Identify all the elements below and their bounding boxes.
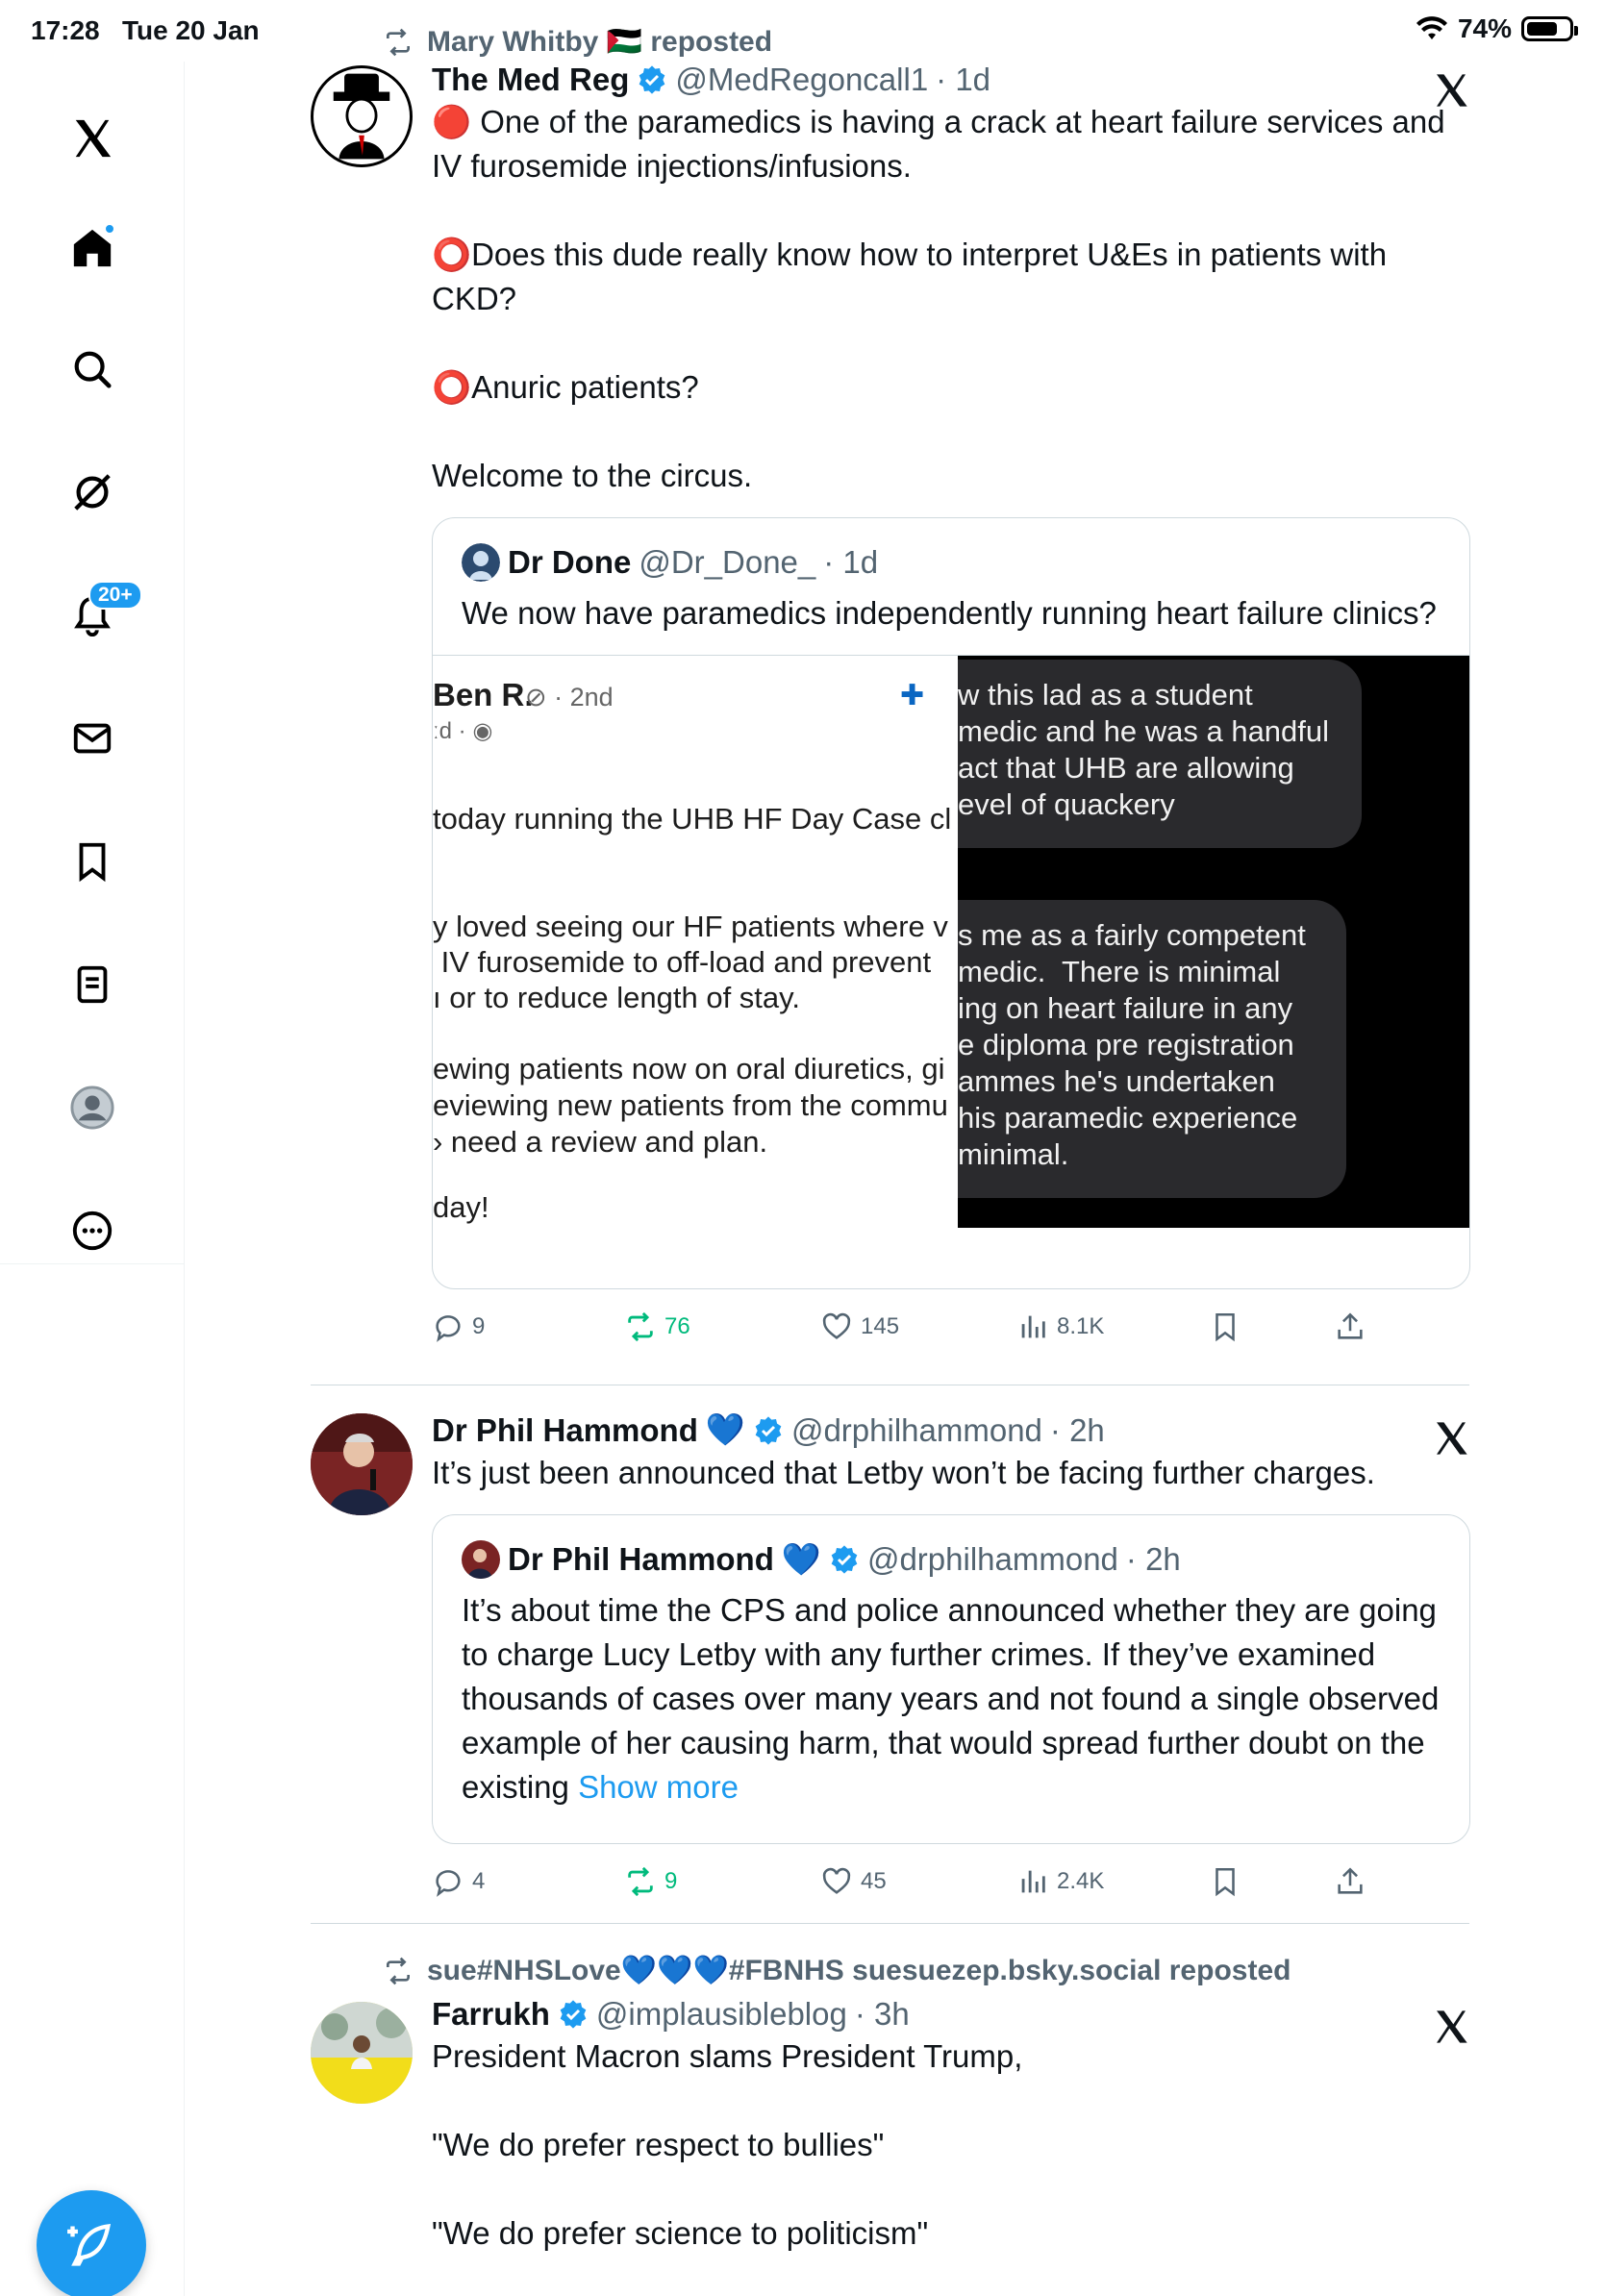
compose-icon [66,2220,116,2270]
bookmark-icon [1209,1310,1241,1343]
lists-icon [70,962,114,1007]
quote-text: We now have paramedics independently running heart failure clinics? [462,595,1437,631]
battery-percent: 74% [1457,13,1512,43]
tweet-header [432,1411,1470,1449]
quote-avatar [462,543,500,582]
author-name[interactable]: Dr Phil Hammond [432,1411,698,1448]
wifi-icon [1416,16,1448,41]
bookmark-button[interactable] [1209,1865,1334,1898]
sidebar-item-messages[interactable] [63,710,121,767]
tweet[interactable] [311,1411,1469,1921]
tweet-time: · 2h [1049,1411,1105,1448]
x-logo-icon[interactable] [1432,71,1470,110]
sidebar-item-lists[interactable] [63,956,121,1013]
x-logo-icon[interactable] [63,110,121,167]
sidebar-item-bookmarks[interactable] [63,833,121,890]
author-handle[interactable]: @implausibleblog [595,1996,847,2032]
avatar[interactable] [311,2002,413,2104]
x-logo-icon[interactable] [1432,1419,1470,1458]
bookmark-icon [70,839,114,884]
reply-button[interactable]: 4 [432,1865,624,1898]
share-icon [1334,1865,1366,1898]
quoted-tweet[interactable] [432,1514,1470,1844]
repost-indicator[interactable]: Mary Whitby 🇵🇸 reposted [383,25,772,59]
tweet[interactable] [311,1996,1469,2296]
quote-author-name: Dr Done [508,544,632,580]
author-name[interactable]: Farrukh [432,1996,550,2032]
share-button[interactable] [1334,1865,1366,1898]
heart-icon [820,1865,853,1898]
tweet-time: · 1d [936,62,991,97]
sidebar-nav [0,62,185,2296]
verified-badge-icon [558,1999,589,2030]
views-icon [1016,1865,1049,1898]
home-notification-dot [104,223,115,235]
tweet-actions [432,1858,1470,1906]
search-icon [70,347,114,391]
sidebar-item-profile[interactable] [63,1079,121,1136]
quote-author-handle: @Dr_Done_ [639,544,816,580]
grok-icon [70,470,114,514]
quote-time: · 2h [1125,1541,1181,1577]
tweet-header [432,1996,1470,2033]
avatar[interactable] [311,1413,413,1515]
tweet-time: · 3h [854,1996,910,2032]
compose-button[interactable] [37,2190,146,2296]
name-emoji: 💙 [705,1411,745,1447]
repost-indicator[interactable]: sue#NHSLove💙💙💙#FBNHS suesuezep.bsky.social reposted [383,1954,1291,1987]
heart-icon [820,1310,853,1343]
message-screenshot: w this lad as a student medic and he was a handful act that UHB are allowing evel of quackery s me as a fairly competent medic. There is minimal ing on heart failure in any e diploma pre registration ammes he's undertaken his paramedic experience minimal. [958,656,1469,1228]
sidebar-item-search[interactable] [63,340,121,398]
status-time: 17:28 Tue 20 Jan [31,15,260,45]
share-icon [1334,1310,1366,1343]
tweet-text: It’s just been announced that Letby won’t be facing further charges. [432,1455,1375,1490]
repost-icon [383,1956,414,1986]
quote-text: It’s about time the CPS and police announced whether they are going to charge Lucy Letby with any further crimes. If they’ve examined thousands of cases over many years and not found a single observed example of her causing harm, that would spread further doubt on the existing Show more [462,1592,1448,1805]
battery-icon [1521,16,1573,41]
name-emoji: 💙 [781,1540,821,1577]
sidebar-item-more[interactable] [63,1202,121,1260]
quoted-tweet[interactable] [432,517,1470,1289]
tweet-text: President Macron slams President Trump, "We do prefer respect to bullies" "We do prefer science to politicism" [432,2038,1023,2251]
sidebar-item-grok[interactable] [63,463,121,521]
tweet-header [432,62,1470,98]
reply-icon [432,1865,464,1898]
author-name[interactable]: The Med Reg [432,62,630,97]
reply-button[interactable]: 9 [432,1310,624,1343]
quote-author-handle: @drphilhammond [866,1541,1118,1577]
sidebar-divider [0,1263,185,1264]
reply-icon [432,1310,464,1343]
quote-avatar [462,1540,500,1579]
like-button[interactable]: 45 [820,1865,1016,1898]
repost-button[interactable]: 9 [624,1865,820,1898]
repost-button[interactable]: 76 [624,1310,820,1343]
verified-badge-icon [829,1544,860,1575]
tweet-divider [311,1923,1469,1924]
share-button[interactable] [1334,1310,1366,1343]
sidebar-item-notifications[interactable] [63,584,133,644]
tweet-text: 🔴 One of the paramedics is having a crack at heart failure services and IV furosemide injections/infusions. ⭕Does this dude really know how to interpret U&Es in patients with CKD? ⭕Anuric patients? Welcome to the circus. [432,104,1445,493]
quote-author-name: Dr Phil Hammond [508,1541,774,1577]
like-button[interactable]: 145 [820,1310,1016,1343]
author-handle[interactable]: @MedRegoncall1 [675,62,929,97]
connect-icon: ✚ [900,680,925,711]
status-bar [0,0,1604,62]
repost-icon [624,1865,657,1898]
author-handle[interactable]: @drphilhammond [790,1411,1042,1448]
profile-avatar-icon [70,1086,114,1130]
more-icon [70,1209,114,1253]
linkedin-screenshot: Ben R. ⊘ · 2nd ːd · ◉ today running the UHB HF Day Case cl y loved seeing our HF patients where v IV furosemide to off-load and prevent ı or to reduce length of stay. ewing patients now on oral diuretics, gi eviewing new patients from the commu › need a review and plan. day! ✚ [433,656,958,1228]
bookmark-button[interactable] [1209,1310,1334,1343]
sidebar-item-home[interactable] [63,219,121,277]
tweet-actions [432,1303,1470,1351]
tweet[interactable] [311,62,1469,1385]
mail-icon [70,716,114,761]
notifications-badge: 20+ [88,581,142,610]
x-logo-icon[interactable] [1432,2008,1470,2046]
verified-badge-icon [753,1415,784,1446]
views-button[interactable]: 8.1K [1016,1310,1209,1343]
quote-media-image[interactable] [433,655,1469,1228]
quote-time: · 1d [823,544,879,580]
show-more-link[interactable]: Show more [578,1769,739,1805]
repost-icon [624,1310,657,1343]
verified-badge-icon [637,64,667,95]
bookmark-icon [1209,1865,1241,1898]
views-button[interactable]: 2.4K [1016,1865,1209,1898]
views-icon [1016,1310,1049,1343]
avatar[interactable] [311,65,413,167]
repost-icon [383,27,414,58]
